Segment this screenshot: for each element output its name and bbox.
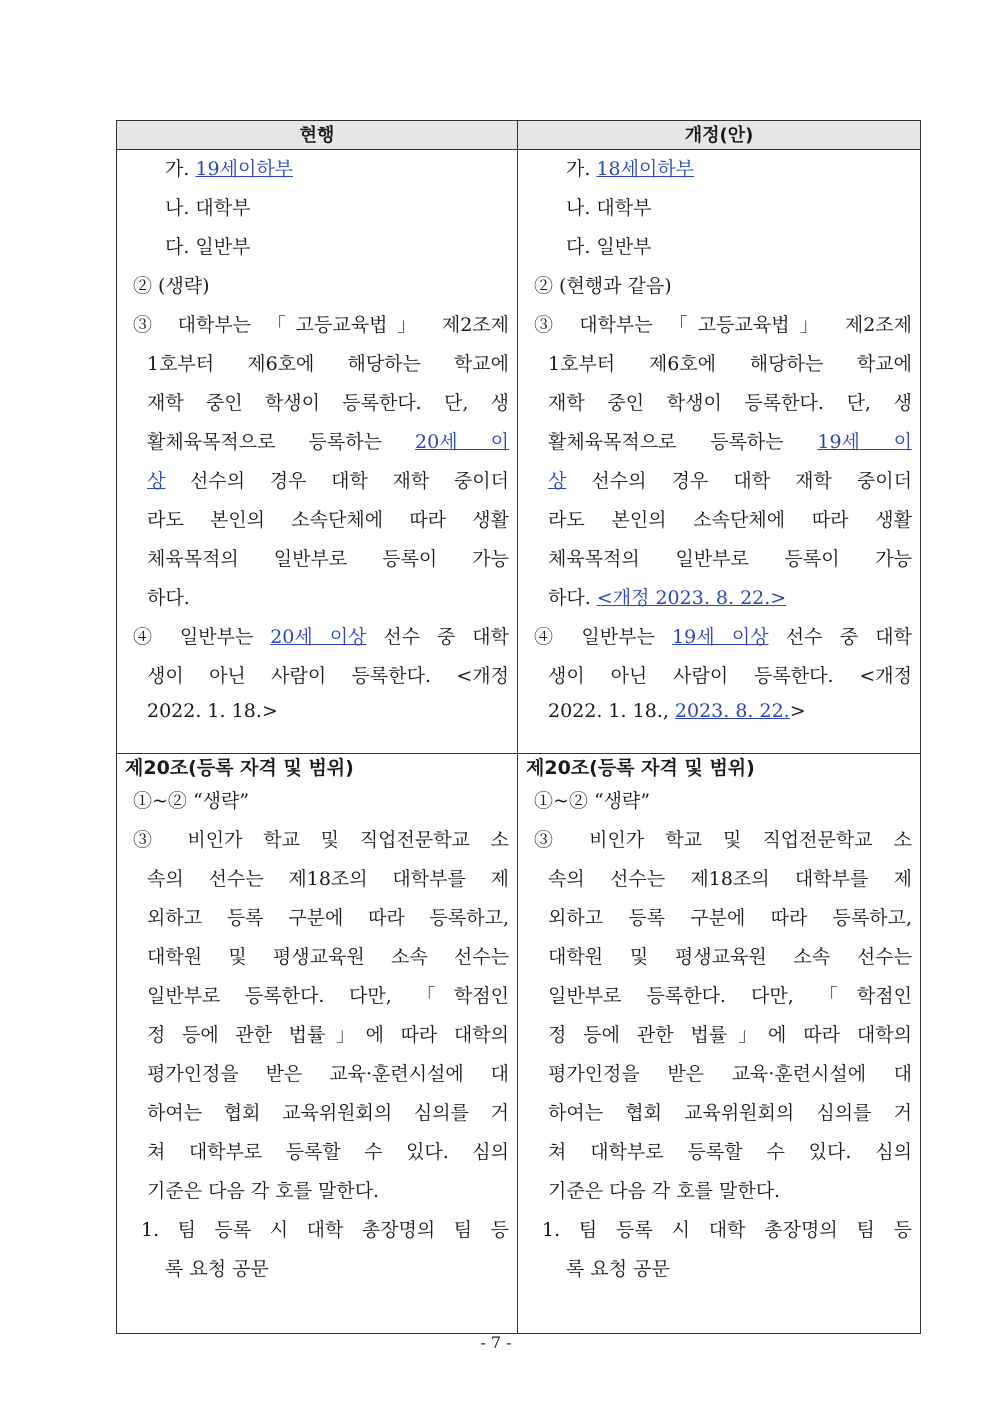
- item-da: 다. 일반부: [566, 236, 652, 258]
- list-item: 1. 팀 등록 시 대학 총장명의 팀 등: [141, 1219, 509, 1241]
- paragraph-3-line: 하다.: [147, 587, 190, 609]
- paragraph-3-line: 재학 중인 학생이 등록한다. 단, 생: [548, 392, 912, 414]
- paragraph-3-line: 라도 본인의 소속단체에 따라 생활: [548, 509, 912, 531]
- paragraph-3-line: ③ 비인가 학교 및 직업전문학교 소: [133, 829, 509, 851]
- changed-text: 19세이하부: [195, 158, 294, 180]
- paragraph-3-line: 정 등에 관한 법률」에 따라 대학의: [548, 1024, 912, 1046]
- item-da: 다. 일반부: [165, 236, 251, 258]
- paragraph-4-line: 2022. 1. 18., 2023. 8. 22.>: [548, 700, 806, 722]
- changed-text: 20세 이: [415, 431, 509, 453]
- paragraph-1-2: ①~② “생략”: [133, 790, 250, 812]
- table-row: [117, 150, 921, 754]
- paragraph-4-line: 2022. 1. 18.>: [147, 700, 278, 722]
- revised-cell: [518, 754, 921, 1334]
- item-na: 나. 대학부: [165, 197, 251, 219]
- table-row: [117, 754, 921, 1334]
- paragraph-1-2: ①~② “생략”: [534, 790, 651, 812]
- paragraph-4-line: 생이 아닌 사람이 등록한다. <개정: [147, 665, 509, 687]
- paragraph-3-line: 체육목적의 일반부로 등록이 가능: [147, 548, 509, 570]
- changed-text: 2023. 8. 22.: [674, 700, 790, 722]
- paragraph-4-line: 생이 아닌 사람이 등록한다. <개정: [548, 665, 912, 687]
- paragraph-3-line: 라도 본인의 소속단체에 따라 생활: [147, 509, 509, 531]
- paragraph-3-line: ③ 비인가 학교 및 직업전문학교 소: [534, 829, 912, 851]
- paragraph-2: ② (현행과 같음): [534, 275, 672, 297]
- paragraph-3-line: 외하고 등록 구분에 따라 등록하고,: [147, 907, 509, 929]
- paragraph-3-line: 대학원 및 평생교육원 소속 선수는: [147, 946, 509, 968]
- paragraph-3-line: 하다. <개정 2023. 8. 22.>: [548, 587, 787, 609]
- paragraph-4-line: ④ 일반부는 19세 이상 선수 중 대학: [534, 626, 913, 648]
- paragraph-2: ② (생략): [133, 275, 210, 297]
- paragraph-3-line: ③ 대학부는 「고등교육법」 제2조제: [133, 314, 509, 336]
- changed-text: 18세이하부: [596, 158, 695, 180]
- paragraph-3-line: 활체육목적으로 등록하는 20세 이: [147, 431, 509, 453]
- paragraph-3-line: 상 선수의 경우 대학 재학 중이더: [147, 470, 509, 492]
- column-header-current: 현행: [117, 121, 518, 150]
- current-cell: [117, 754, 518, 1334]
- paragraph-3-line: 정 등에 관한 법률」에 따라 대학의: [147, 1024, 509, 1046]
- table-header-row: [117, 121, 921, 150]
- paragraph-3-line: 체육목적의 일반부로 등록이 가능: [548, 548, 912, 570]
- paragraph-3-line: 기준은 다음 각 호를 말한다.: [147, 1180, 380, 1202]
- list-item: 1. 팀 등록 시 대학 총장명의 팀 등: [542, 1219, 912, 1241]
- current-cell: [117, 150, 518, 754]
- item-ga: 가. 19세이하부: [165, 158, 294, 180]
- paragraph-3-line: 속의 선수는 제18조의 대학부를 제: [548, 868, 912, 890]
- changed-text: 19세 이상: [672, 626, 769, 648]
- paragraph-3-line: 평가인정을 받은 교육·훈련시설에 대: [548, 1063, 912, 1085]
- paragraph-4-line: ④ 일반부는 20세 이상 선수 중 대학: [133, 626, 510, 648]
- changed-text: 상: [147, 470, 166, 492]
- paragraph-3-line: 대학원 및 평생교육원 소속 선수는: [548, 946, 912, 968]
- paragraph-3-line: 쳐 대학부로 등록할 수 있다. 심의: [147, 1141, 509, 1163]
- changed-text: 19세 이: [817, 431, 912, 453]
- paragraph-3-line: 1호부터 제6호에 해당하는 학교에: [147, 353, 509, 375]
- paragraph-3-line: 상 선수의 경우 대학 재학 중이더: [548, 470, 912, 492]
- list-item: 록 요청 공문: [566, 1258, 670, 1280]
- paragraph-3-line: 쳐 대학부로 등록할 수 있다. 심의: [548, 1141, 912, 1163]
- list-item: 록 요청 공문: [165, 1258, 269, 1280]
- article-title: 제20조(등록 자격 및 범위): [526, 757, 755, 779]
- paragraph-3-line: 1호부터 제6호에 해당하는 학교에: [548, 353, 912, 375]
- paragraph-3-line: 일반부로 등록한다. 다만, 「학점인: [548, 985, 912, 1007]
- paragraph-3-line: 외하고 등록 구분에 따라 등록하고,: [548, 907, 912, 929]
- column-header-revised: 개정(안): [518, 121, 921, 150]
- page-number: - 7 -: [480, 1333, 512, 1352]
- paragraph-3-line: 하여는 협회 교육위원회의 심의를 거: [147, 1102, 509, 1124]
- changed-text: 상: [548, 470, 567, 492]
- paragraph-3-line: 활체육목적으로 등록하는 19세 이: [548, 431, 912, 453]
- paragraph-3-line: 일반부로 등록한다. 다만, 「학점인: [147, 985, 509, 1007]
- paragraph-3-line: 하여는 협회 교육위원회의 심의를 거: [548, 1102, 912, 1124]
- changed-text: 20세 이상: [270, 626, 367, 648]
- paragraph-3-line: 평가인정을 받은 교육·훈련시설에 대: [147, 1063, 509, 1085]
- item-na: 나. 대학부: [566, 197, 652, 219]
- revised-cell: [518, 150, 921, 754]
- paragraph-3-line: 속의 선수는 제18조의 대학부를 제: [147, 868, 509, 890]
- paragraph-3-line: 기준은 다음 각 호를 말한다.: [548, 1180, 781, 1202]
- paragraph-3-line: ③ 대학부는 「고등교육법」 제2조제: [534, 314, 912, 336]
- paragraph-3-line: 재학 중인 학생이 등록한다. 단, 생: [147, 392, 509, 414]
- item-ga: 가. 18세이하부: [566, 158, 695, 180]
- changed-text: <개정 2023. 8. 22.>: [596, 587, 787, 609]
- article-title: 제20조(등록 자격 및 범위): [125, 757, 354, 779]
- comparison-table: [116, 120, 921, 1334]
